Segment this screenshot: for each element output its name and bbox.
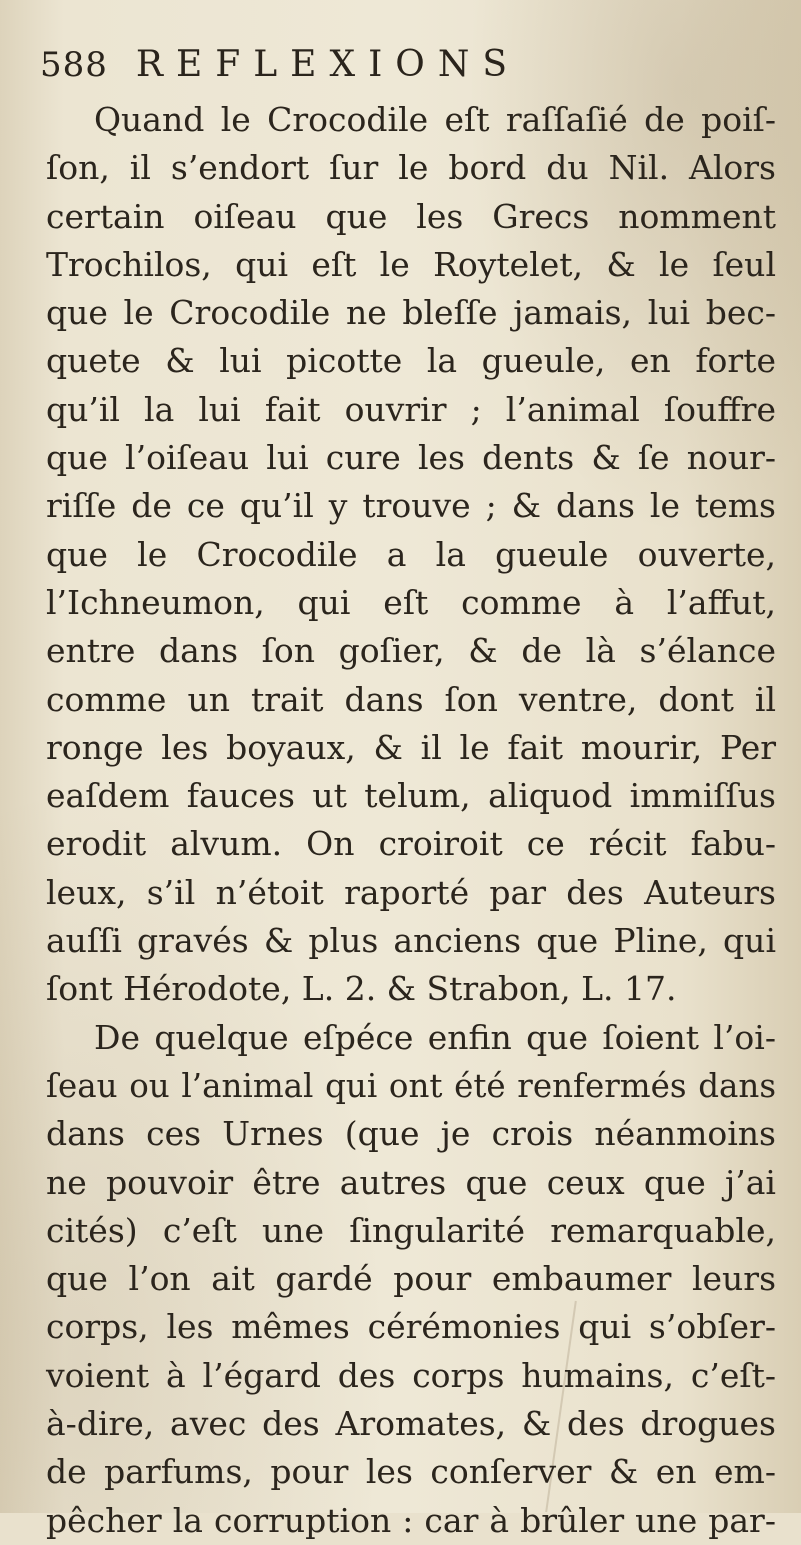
text-line: l’Ichneumon, qui eſt comme à l’affut, — [46, 582, 776, 622]
text-line: que l’on ait gardé pour embaumer leurs — [46, 1259, 776, 1299]
text-line: que le Crocodile a la gueule ouverte, — [46, 534, 776, 574]
text-line: quete & lui picotte la gueule, en forte — [46, 341, 776, 381]
text-line: Quand le Crocodile eſt raſſaſié de poiſ- — [94, 100, 776, 139]
text-line: voient à l’égard des corps humains, c’eſt- — [46, 1355, 776, 1395]
text-line: ſon, il s’endort ſur le bord du Nil. Alors — [46, 148, 776, 188]
text-line: eaſdem fauces ut telum, aliquod immiſſus — [46, 776, 776, 816]
text-line: comme un trait dans ſon ventre, dont il — [46, 679, 776, 719]
text-line: De quelque eſpéce enfin que ſoient l’oi- — [94, 1017, 776, 1057]
text-line: cités) c’eſt une ſingularité remarquable, — [46, 1210, 776, 1250]
text-line: qu’il la lui fait ouvrir ; l’animal ſouffre — [46, 389, 776, 429]
text-line: que l’oiſeau lui cure les dents & ſe nour- — [46, 438, 776, 478]
text-line: Trochilos, qui eſt le Roytelet, & le ſeul — [46, 244, 776, 284]
text-line: corps, les mêmes cérémonies qui s’obſer- — [46, 1307, 776, 1347]
text-line: ronge les boyaux, & il le fait mourir, Per — [46, 727, 776, 767]
page-header — [40, 44, 520, 98]
text-line: riſſe de ce qu’il y trouve ; & dans le tems — [46, 486, 776, 526]
text-line: que le Crocodile ne bleſſe jamais, lui bec- — [46, 293, 776, 333]
text-line: entre dans ſon goſier, & de là s’élance — [46, 631, 776, 671]
text-line: leux, s’il n’étoit raporté par des Auteurs — [46, 872, 776, 912]
text-line: erodit alvum. On croiroit ce récit fabu- — [46, 824, 776, 864]
text-line: auſſi gravés & plus anciens que Pline, qui — [46, 921, 776, 961]
text-line: dans ces Urnes (que je crois néanmoins — [46, 1114, 776, 1154]
text-line: de parfums, pour les conſerver & en em- — [46, 1452, 776, 1492]
text-line: certain oiſeau que les Grecs nomment — [46, 196, 776, 236]
text-line: à-dire, avec des Aromates, & des drogues — [46, 1404, 776, 1444]
body-text — [46, 96, 776, 1545]
text-line: ne pouvoir être autres que ceux que j’ai — [46, 1162, 776, 1202]
page-number: 588 — [40, 45, 108, 85]
running-title: REFLEXIONS — [135, 44, 520, 85]
text-line: ſont Hérodote, L. 2. & Strabon, L. 17. — [46, 969, 677, 1009]
text-line: ſeau ou l’animal qui ont été renfermés dans — [46, 1066, 776, 1105]
text-line: pêcher la corruption : car à brûler une par- — [46, 1500, 776, 1540]
